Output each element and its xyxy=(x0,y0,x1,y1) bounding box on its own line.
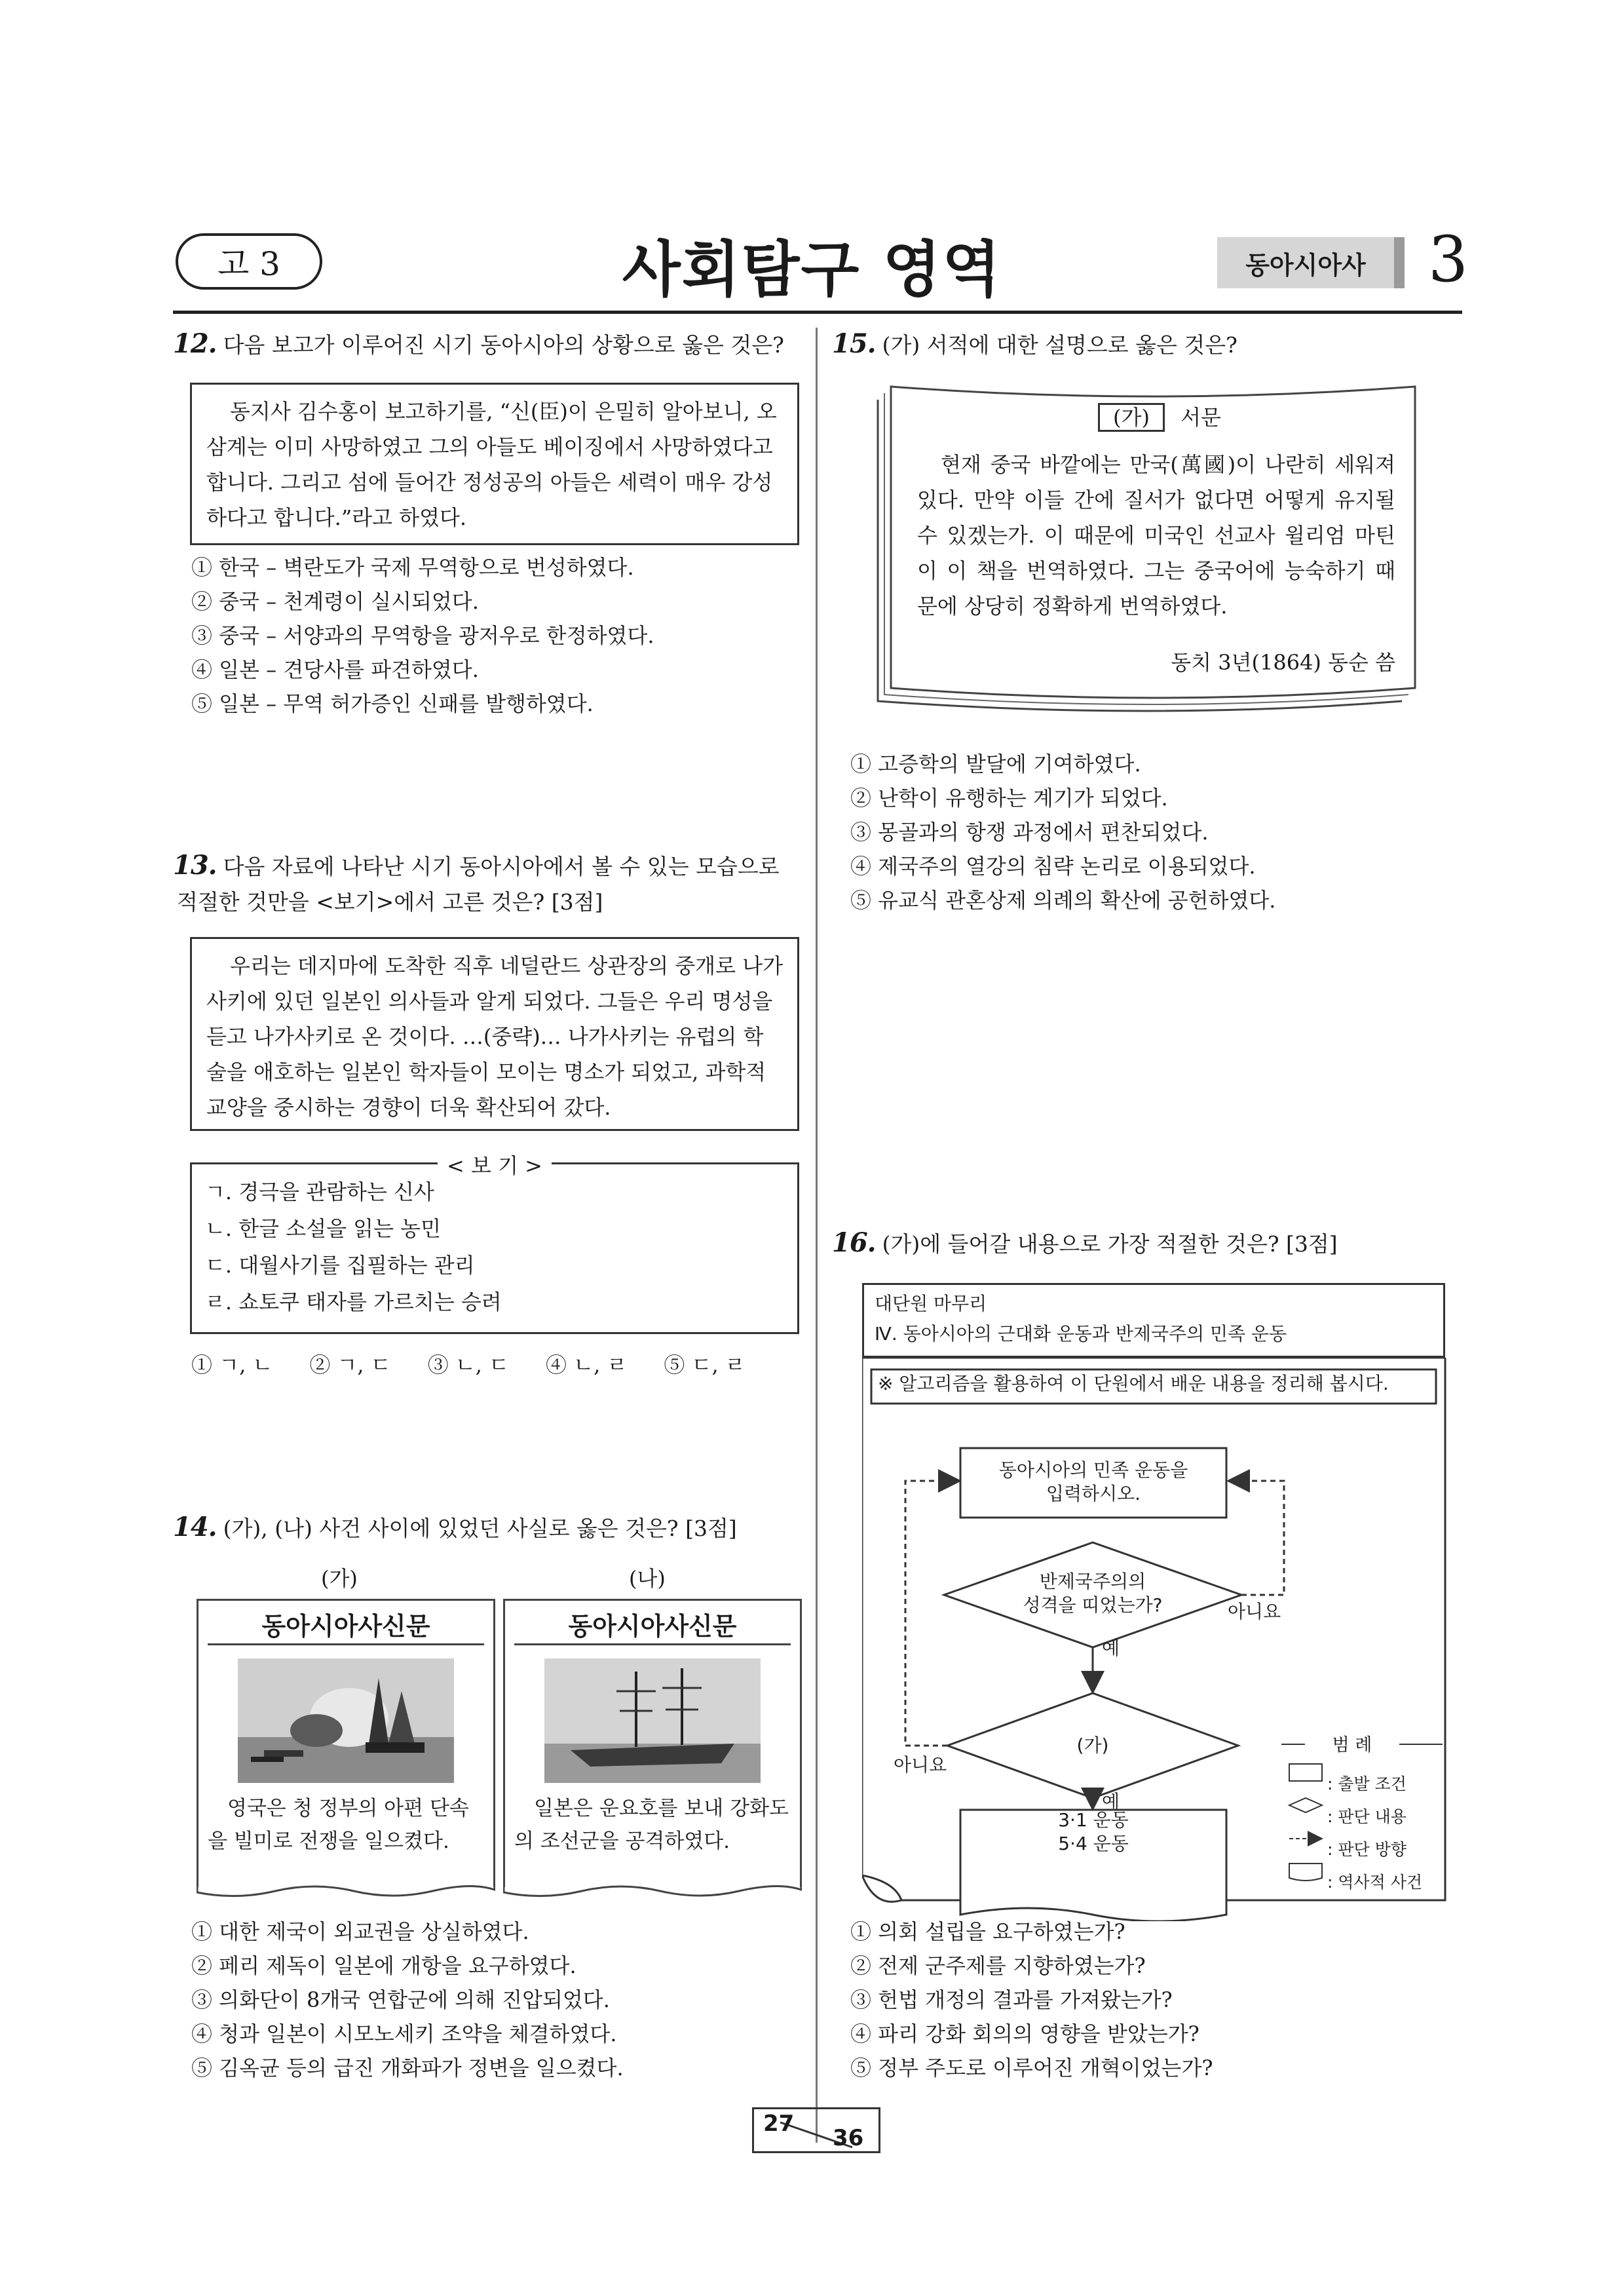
q14-options xyxy=(191,1915,801,2085)
q13-bogi-item-3: ㄷ. 대월사기를 집필하는 관리 xyxy=(205,1253,475,1278)
q15-book-heading xyxy=(917,401,1402,431)
q13-passage: 우리는 데지마에 도착한 직후 네덜란드 상관장의 중개로 나가사키에 있던 일본인 의사들과 알게 되었다. 그들은 우리 명성을 듣고 나가사키로 온 것이다. …(중략)… 나가사키는 유럽의 학술을 애호하는 일본인 학자들이 모이는 명소가 되었고, 과학적 교양을 중시하는 경향이 더욱 확산되어 갔다. xyxy=(190,937,799,1131)
q14-option-1[interactable]: ① 대한 제국이 외교권을 상실하였다. xyxy=(191,1919,529,1944)
page-counter xyxy=(752,2107,880,2153)
q16-flow-start xyxy=(960,1459,1226,1506)
q16-no-2: 아니요 xyxy=(894,1754,947,1776)
q16-flow-decision2: (가) xyxy=(1076,1734,1109,1756)
q13-option-4[interactable]: ④ ㄴ, ㄹ xyxy=(546,1352,628,1377)
page-current: 27 xyxy=(763,2111,795,2137)
q13-option-3[interactable]: ③ ㄴ, ㄷ xyxy=(427,1352,510,1377)
q16-legend-item-4: : 역사적 사건 xyxy=(1327,1873,1423,1892)
q14-newspaper-b-title: 동아시아사신문 xyxy=(514,1601,791,1645)
q14-newspaper-b-wave xyxy=(503,1881,802,1900)
q13-number: 13. xyxy=(173,850,217,881)
q12-option-5[interactable]: ⑤ 일본 – 무역 허가증인 신패를 발행하였다. xyxy=(191,691,594,716)
q14-newspaper-a-wave xyxy=(197,1881,495,1900)
q16-option-3[interactable]: ③ 헌법 개정의 결과를 가져왔는가? xyxy=(850,1987,1173,2012)
q16-options xyxy=(850,1915,1460,2085)
q14-stem xyxy=(173,1510,802,1546)
page-total: 36 xyxy=(833,2125,864,2151)
q14-text-b: 일본은 운요호를 보내 강화도의 조선군을 공격하였다. xyxy=(514,1797,789,1853)
q15-option-5[interactable]: ⑤ 유교식 관혼상제 의례의 확산에 공헌하였다. xyxy=(850,888,1276,913)
q15-option-2[interactable]: ② 난학이 유행하는 계기가 되었다. xyxy=(850,786,1168,811)
q14-option-3[interactable]: ③ 의화단이 8개국 연합군에 의해 진압되었다. xyxy=(191,1987,610,2012)
q16-legend xyxy=(1327,1767,1422,1898)
q16-stem xyxy=(832,1225,1461,1262)
q14-newspaper-b xyxy=(503,1599,802,1887)
q16-stem-text: (가)에 들어갈 내용으로 가장 적절한 것은? [3점] xyxy=(882,1231,1338,1257)
q14-stem-text: (가), (나) 사건 사이에 있었던 사실로 옳은 것은? [3점] xyxy=(223,1516,737,1541)
q14-option-2[interactable]: ② 페리 제독이 일본에 개항을 요구하였다. xyxy=(191,1953,576,1978)
q16-no-1: 아니요 xyxy=(1228,1601,1281,1622)
q15-number: 15. xyxy=(832,328,876,359)
q14-label-b: (나) xyxy=(629,1566,666,1591)
column-divider xyxy=(816,328,818,2143)
page-title: 사회탐구 영역 xyxy=(622,235,1002,305)
q12-passage: 동지사 김수홍이 보고하기를, “신(臣)이 은밀히 알아보니, 오삼계는 이미 사망하였고 그의 아들도 베이징에서 사망하였다고 합니다. 그리고 섬에 들어간 정성공의 아들은 세력이 매우 강성하다고 합니다.”라고 하였다. xyxy=(190,383,799,545)
q13-options xyxy=(191,1349,801,1379)
subject-label: 동아시아사 xyxy=(1245,250,1366,280)
q12-options xyxy=(191,550,801,721)
page-number: 3 xyxy=(1428,223,1469,296)
q13-stem xyxy=(173,848,802,920)
q13-option-5[interactable]: ⑤ ㄷ, ㄹ xyxy=(664,1352,746,1377)
q16-legend-item-1: : 출발 조건 xyxy=(1327,1774,1407,1793)
q13-stem-line2: 적절한 것만을 <보기>에서 고른 것은? [3점] xyxy=(177,889,603,915)
q16-legend-item-2: : 판단 내용 xyxy=(1327,1807,1407,1826)
q13-bogi-box xyxy=(190,1153,799,1334)
q16-option-4[interactable]: ④ 파리 강화 회의의 영향을 받았는가? xyxy=(850,2021,1199,2046)
q16-option-2[interactable]: ② 전제 군주제를 지향하였는가? xyxy=(850,1953,1146,1978)
q16-flow-end-line1: 3·1 운동 xyxy=(1058,1809,1129,1831)
q16-option-1[interactable]: ① 의회 설립을 요구하였는가? xyxy=(850,1919,1125,1944)
q16-legend-item-3: : 판단 방향 xyxy=(1327,1840,1407,1859)
q13-bogi-item-2: ㄴ. 한글 소설을 읽는 농민 xyxy=(205,1216,441,1241)
q15-option-3[interactable]: ③ 몽골과의 항쟁 과정에서 편찬되었다. xyxy=(850,820,1209,845)
q15-option-1[interactable]: ① 고증학의 발달에 기여하였다. xyxy=(850,752,1141,776)
q13-stem-line1: 다음 자료에 나타난 시기 동아시아에서 볼 수 있는 모습으로 xyxy=(223,854,780,879)
q14-option-5[interactable]: ⑤ 김옥균 등의 급진 개화파가 정변을 일으켰다. xyxy=(191,2056,624,2080)
q14-newspaper-a xyxy=(197,1599,495,1887)
q13-option-2[interactable]: ② ㄱ, ㄷ xyxy=(309,1352,391,1377)
q15-book-text: 현재 중국 바깥에는 만국(萬國)이 나란히 세워져 있다. 만약 이들 간에 질서가 없다면 어떻게 유지될 수 있겠는가. 이 때문에 미국인 선교사 윌리엄 마틴이 이 책을 번역하였다. 그는 중국어에 능숙하기 때문에 상당히 정확하게 번역하였다. xyxy=(917,452,1395,619)
header-rule xyxy=(173,311,1462,314)
q16-option-5[interactable]: ⑤ 정부 주도로 이루어진 개혁이었는가? xyxy=(850,2056,1213,2080)
q14-number: 14. xyxy=(173,1512,217,1542)
q15-stem-text: (가) 서적에 대한 설명으로 옳은 것은? xyxy=(882,332,1237,358)
q16-yes-1: 예 xyxy=(1102,1637,1120,1659)
q15-book-sign: 동치 3년(1864) 동순 씀 xyxy=(1171,650,1395,675)
q13-bogi-item-1: ㄱ. 경극을 관람하는 신사 xyxy=(205,1179,434,1204)
q16-flow-end xyxy=(960,1808,1226,1856)
q14-photo-battle-ships xyxy=(238,1658,454,1783)
q16-yes-2: 예 xyxy=(1102,1791,1120,1812)
q13-bogi-item-4: ㄹ. 쇼토쿠 태자를 가르치는 승려 xyxy=(205,1290,502,1314)
q12-option-4[interactable]: ④ 일본 – 견당사를 파견하였다. xyxy=(191,657,479,682)
q16-flow-end-line2: 5·4 운동 xyxy=(1058,1833,1129,1854)
q16-flow-start-line2: 입력하시오. xyxy=(1046,1483,1141,1504)
q16-legend-title: 범 례 xyxy=(1332,1735,1372,1755)
q16-flow-decision1-line1: 반제국주의의 xyxy=(1039,1571,1146,1592)
q16-flow-start-line1: 동아시아의 민족 운동을 xyxy=(998,1459,1188,1481)
q16-unit-box xyxy=(862,1283,1445,1358)
q12-option-1[interactable]: ① 한국 – 벽란도가 국제 무역항으로 번성하였다. xyxy=(191,555,634,580)
q13-bogi-title: < 보 기 > xyxy=(192,1147,797,1184)
q13-option-1[interactable]: ① ㄱ, ㄴ xyxy=(191,1352,273,1377)
q14-photo-warship xyxy=(544,1658,761,1783)
q14-label-a: (가) xyxy=(321,1566,358,1591)
q15-option-4[interactable]: ④ 제국주의 열강의 침략 논리로 이용되었다. xyxy=(850,854,1256,879)
q16-unit-line2: Ⅳ. 동아시아의 근대화 운동과 반제국주의 민족 운동 xyxy=(875,1323,1287,1345)
q16-unit-line1: 대단원 마무리 xyxy=(875,1293,987,1314)
q14-text-a: 영국은 청 정부의 아편 단속을 빌미로 전쟁을 일으켰다. xyxy=(208,1797,469,1853)
q15-book-title: 서문 xyxy=(1180,405,1221,430)
q15-book-label: (가) xyxy=(1098,403,1165,432)
q14-newspaper-a-title: 동아시아사신문 xyxy=(208,1601,484,1645)
q12-stem xyxy=(173,326,802,363)
q16-flow-decision1 xyxy=(963,1570,1222,1617)
q12-number: 12. xyxy=(173,328,217,359)
grade-label: 고 3 xyxy=(217,245,280,283)
q12-option-3[interactable]: ③ 중국 – 서양과의 무역항을 광저우로 한정하였다. xyxy=(191,623,654,648)
q16-number: 16. xyxy=(832,1227,876,1258)
subject-badge xyxy=(1217,237,1405,288)
q14-option-4[interactable]: ④ 청과 일본이 시모노세키 조약을 체결하였다. xyxy=(191,2021,617,2046)
q12-stem-text: 다음 보고가 이루어진 시기 동아시아의 상황으로 옳은 것은? xyxy=(223,332,784,358)
q12-option-2[interactable]: ② 중국 – 천계령이 실시되었다. xyxy=(191,589,479,614)
q15-options xyxy=(850,747,1460,917)
q16-flow-decision1-line2: 성격을 띠었는가? xyxy=(1023,1594,1163,1616)
q16-instruction: ※ 알고리즘을 활용하여 이 단원에서 배운 내용을 정리해 봅시다. xyxy=(878,1373,1389,1394)
q15-stem xyxy=(832,326,1461,363)
